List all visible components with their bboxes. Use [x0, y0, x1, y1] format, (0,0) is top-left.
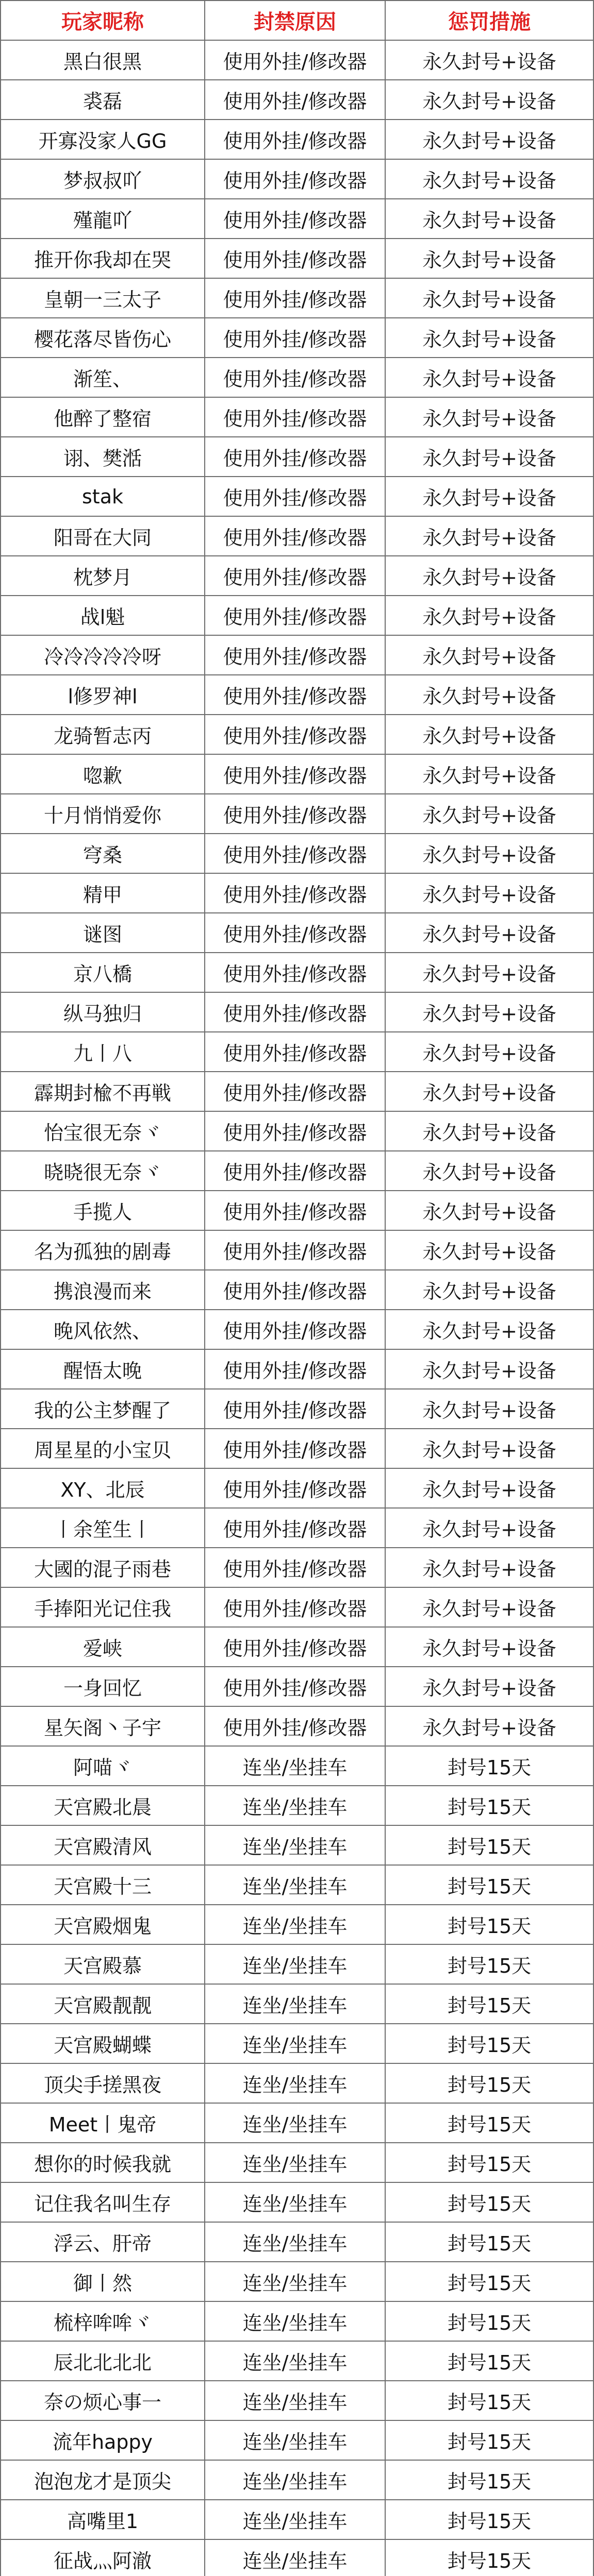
ban-reason-cell: 使用外挂/修改器	[205, 80, 385, 120]
ban-reason-cell: 连坐/坐挂车	[205, 2143, 385, 2182]
player-name-cell: 阿喵ヾ	[1, 1746, 205, 1786]
ban-reason-cell: 使用外挂/修改器	[205, 1627, 385, 1667]
table-row	[1, 2262, 593, 2301]
player-name-cell: 天宫殿慕	[1, 1944, 205, 1984]
ban-reason-cell: 使用外挂/修改器	[205, 873, 385, 913]
player-name-cell: 我的公主梦醒了	[1, 1389, 205, 1429]
ban-reason-cell: 使用外挂/修改器	[205, 278, 385, 318]
ban-reason-cell: 连坐/坐挂车	[205, 2420, 385, 2460]
header-player-name: 玩家昵称	[1, 1, 205, 40]
table-row	[1, 794, 593, 834]
ban-reason-cell: 连坐/坐挂车	[205, 2063, 385, 2103]
table-row	[1, 754, 593, 794]
player-name-cell: 黑白很黑	[1, 40, 205, 80]
table-row	[1, 477, 593, 516]
penalty-cell: 永久封号+设备	[385, 1429, 593, 1468]
ban-reason-cell: 使用外挂/修改器	[205, 596, 385, 635]
player-name-cell: 想你的时候我就	[1, 2143, 205, 2182]
table-row	[1, 2024, 593, 2063]
penalty-cell: 封号15天	[385, 2341, 593, 2381]
penalty-cell: 永久封号+设备	[385, 40, 593, 80]
penalty-cell: 永久封号+设备	[385, 1706, 593, 1746]
player-name-cell: 渐笙、	[1, 358, 205, 397]
table-row	[1, 1786, 593, 1825]
penalty-cell: 永久封号+设备	[385, 1072, 593, 1111]
player-name-cell: Meet丨鬼帝	[1, 2103, 205, 2143]
ban-reason-cell: 使用外挂/修改器	[205, 120, 385, 159]
table-row	[1, 1548, 593, 1587]
ban-reason-cell: 使用外挂/修改器	[205, 1230, 385, 1270]
table-row	[1, 1310, 593, 1349]
ban-reason-cell: 使用外挂/修改器	[205, 1508, 385, 1548]
penalty-cell: 封号15天	[385, 1865, 593, 1905]
penalty-cell: 永久封号+设备	[385, 794, 593, 834]
player-name-cell: 九丨八	[1, 1032, 205, 1072]
penalty-cell: 封号15天	[385, 1905, 593, 1944]
penalty-cell: 封号15天	[385, 1746, 593, 1786]
ban-reason-cell: 连坐/坐挂车	[205, 2024, 385, 2063]
penalty-cell: 永久封号+设备	[385, 1270, 593, 1310]
player-name-cell: 精甲	[1, 873, 205, 913]
table-row	[1, 397, 593, 437]
header-row	[1, 1, 593, 40]
player-name-cell: 御丨然	[1, 2262, 205, 2301]
penalty-cell: 永久封号+设备	[385, 1587, 593, 1627]
penalty-cell: 永久封号+设备	[385, 873, 593, 913]
table-row	[1, 913, 593, 953]
table-row	[1, 834, 593, 873]
penalty-cell: 永久封号+设备	[385, 80, 593, 120]
player-name-cell: 谜图	[1, 913, 205, 953]
table-row	[1, 715, 593, 754]
table-row	[1, 556, 593, 596]
player-name-cell: 樱花落尽皆伤心	[1, 318, 205, 358]
table-row	[1, 1230, 593, 1270]
ban-reason-cell: 使用外挂/修改器	[205, 199, 385, 239]
player-name-cell: 皇朝一三太子	[1, 278, 205, 318]
penalty-cell: 永久封号+设备	[385, 1548, 593, 1587]
penalty-cell: 封号15天	[385, 2500, 593, 2539]
player-name-cell: 开寡没家人GG	[1, 120, 205, 159]
player-name-cell: 冷冷冷冷冷呀	[1, 635, 205, 675]
ban-reason-cell: 使用外挂/修改器	[205, 40, 385, 80]
ban-reason-cell: 使用外挂/修改器	[205, 675, 385, 715]
ban-reason-cell: 连坐/坐挂车	[205, 2103, 385, 2143]
ban-reason-cell: 使用外挂/修改器	[205, 437, 385, 477]
ban-reason-cell: 连坐/坐挂车	[205, 2500, 385, 2539]
table-row	[1, 873, 593, 913]
table-row	[1, 1032, 593, 1072]
player-name-cell: 名为孤独的剧毒	[1, 1230, 205, 1270]
table-row	[1, 1944, 593, 1984]
player-name-cell: 丨余笙生丨	[1, 1508, 205, 1548]
table-row	[1, 278, 593, 318]
player-name-cell: 裘磊	[1, 80, 205, 120]
penalty-cell: 永久封号+设备	[385, 913, 593, 953]
ban-reason-cell: 使用外挂/修改器	[205, 239, 385, 278]
table-row	[1, 159, 593, 199]
player-name-cell: 战l魁	[1, 596, 205, 635]
table-row	[1, 516, 593, 556]
player-name-cell: stak	[1, 477, 205, 516]
penalty-cell: 永久封号+设备	[385, 1151, 593, 1191]
player-name-cell: 奈の烦心事一	[1, 2381, 205, 2420]
penalty-cell: 封号15天	[385, 2024, 593, 2063]
penalty-cell: 永久封号+设备	[385, 1468, 593, 1508]
player-name-cell: 他醉了整宿	[1, 397, 205, 437]
player-name-cell: 阳哥在大同	[1, 516, 205, 556]
penalty-cell: 封号15天	[385, 2222, 593, 2262]
penalty-cell: 封号15天	[385, 2301, 593, 2341]
penalty-cell: 永久封号+设备	[385, 477, 593, 516]
table-row	[1, 1389, 593, 1429]
penalty-cell: 封号15天	[385, 2063, 593, 2103]
table-row	[1, 1111, 593, 1151]
player-name-cell: 枕梦月	[1, 556, 205, 596]
table-row	[1, 1468, 593, 1508]
ban-reason-cell: 连坐/坐挂车	[205, 2381, 385, 2420]
penalty-cell: 封号15天	[385, 1944, 593, 1984]
table-row	[1, 80, 593, 120]
table-row	[1, 1984, 593, 2024]
table-row	[1, 1349, 593, 1389]
player-name-cell: 大國的混子雨巷	[1, 1548, 205, 1587]
table-row	[1, 1627, 593, 1667]
penalty-cell: 封号15天	[385, 2103, 593, 2143]
ban-reason-cell: 使用外挂/修改器	[205, 1706, 385, 1746]
penalty-cell: 封号15天	[385, 1825, 593, 1865]
ban-reason-cell: 使用外挂/修改器	[205, 794, 385, 834]
table-row	[1, 1825, 593, 1865]
ban-reason-cell: 使用外挂/修改器	[205, 1389, 385, 1429]
table-row	[1, 1905, 593, 1944]
ban-reason-cell: 使用外挂/修改器	[205, 635, 385, 675]
player-name-cell: 一身回忆	[1, 1667, 205, 1706]
player-name-cell: 天宫殿十三	[1, 1865, 205, 1905]
penalty-cell: 封号15天	[385, 2420, 593, 2460]
table-row	[1, 1151, 593, 1191]
player-name-cell: 泡泡龙才是顶尖	[1, 2460, 205, 2500]
ban-reason-cell: 连坐/坐挂车	[205, 2301, 385, 2341]
penalty-cell: 封号15天	[385, 1786, 593, 1825]
ban-reason-cell: 使用外挂/修改器	[205, 715, 385, 754]
penalty-cell: 永久封号+设备	[385, 1310, 593, 1349]
ban-reason-cell: 使用外挂/修改器	[205, 1349, 385, 1389]
ban-reason-cell: 使用外挂/修改器	[205, 1468, 385, 1508]
table-row	[1, 358, 593, 397]
header-ban-reason: 封禁原因	[205, 1, 385, 40]
player-name-cell: 星矢阁丶子宇	[1, 1706, 205, 1746]
ban-reason-cell: 使用外挂/修改器	[205, 1310, 385, 1349]
penalty-cell: 永久封号+设备	[385, 1191, 593, 1230]
table-row	[1, 1270, 593, 1310]
table-row	[1, 40, 593, 80]
player-name-cell: 梳梓哞哞ヾ	[1, 2301, 205, 2341]
penalty-cell: 永久封号+设备	[385, 318, 593, 358]
table-row	[1, 1429, 593, 1468]
ban-reason-cell: 连坐/坐挂车	[205, 1944, 385, 1984]
penalty-cell: 封号15天	[385, 2143, 593, 2182]
penalty-cell: 永久封号+设备	[385, 199, 593, 239]
penalty-cell: 永久封号+设备	[385, 1230, 593, 1270]
ban-reason-cell: 使用外挂/修改器	[205, 1032, 385, 1072]
table-row	[1, 2103, 593, 2143]
ban-reason-cell: 使用外挂/修改器	[205, 397, 385, 437]
player-name-cell: 十月悄悄爱你	[1, 794, 205, 834]
penalty-cell: 永久封号+设备	[385, 715, 593, 754]
ban-reason-cell: 使用外挂/修改器	[205, 1667, 385, 1706]
player-name-cell: 纵马独归	[1, 992, 205, 1032]
penalty-cell: 永久封号+设备	[385, 1111, 593, 1151]
penalty-cell: 永久封号+设备	[385, 516, 593, 556]
table-row	[1, 2500, 593, 2539]
penalty-cell: 封号15天	[385, 2262, 593, 2301]
table-row	[1, 2420, 593, 2460]
ban-reason-cell: 连坐/坐挂车	[205, 2222, 385, 2262]
player-name-cell: 辰北北北北	[1, 2341, 205, 2381]
penalty-cell: 封号15天	[385, 2460, 593, 2500]
penalty-cell: 永久封号+设备	[385, 675, 593, 715]
player-name-cell: 殣龍吖	[1, 199, 205, 239]
penalty-cell: 封号15天	[385, 1984, 593, 2024]
ban-reason-cell: 使用外挂/修改器	[205, 516, 385, 556]
penalty-cell: 永久封号+设备	[385, 635, 593, 675]
ban-reason-cell: 连坐/坐挂车	[205, 2262, 385, 2301]
penalty-cell: 永久封号+设备	[385, 1389, 593, 1429]
ban-reason-cell: 连坐/坐挂车	[205, 2182, 385, 2222]
table-row	[1, 675, 593, 715]
ban-reason-cell: 连坐/坐挂车	[205, 1984, 385, 2024]
player-name-cell: 顶尖手搓黑夜	[1, 2063, 205, 2103]
player-name-cell: 天宫殿北晨	[1, 1786, 205, 1825]
player-name-cell: 醒悟太晚	[1, 1349, 205, 1389]
table-row	[1, 1667, 593, 1706]
ban-reason-cell: 使用外挂/修改器	[205, 159, 385, 199]
player-name-cell: 流年happy	[1, 2420, 205, 2460]
ban-reason-cell: 使用外挂/修改器	[205, 1111, 385, 1151]
penalty-cell: 永久封号+设备	[385, 834, 593, 873]
player-name-cell: 梦叔叔吖	[1, 159, 205, 199]
player-name-cell: 天宫殿清风	[1, 1825, 205, 1865]
table-row	[1, 437, 593, 477]
player-name-cell: 诩、樊湉	[1, 437, 205, 477]
ban-reason-cell: 使用外挂/修改器	[205, 1270, 385, 1310]
penalty-cell: 永久封号+设备	[385, 159, 593, 199]
table-row	[1, 992, 593, 1032]
ban-reason-cell: 使用外挂/修改器	[205, 834, 385, 873]
ban-reason-cell: 使用外挂/修改器	[205, 1587, 385, 1627]
player-name-cell: 手捧阳光记住我	[1, 1587, 205, 1627]
player-name-cell: 唿歉	[1, 754, 205, 794]
player-name-cell: 天宫殿蝴蝶	[1, 2024, 205, 2063]
player-name-cell: l修罗神l	[1, 675, 205, 715]
player-name-cell: 推开你我却在哭	[1, 239, 205, 278]
ban-reason-cell: 连坐/坐挂车	[205, 2539, 385, 2576]
penalty-cell: 永久封号+设备	[385, 556, 593, 596]
player-name-cell: 天宫殿烟鬼	[1, 1905, 205, 1944]
table-row	[1, 1706, 593, 1746]
table-row	[1, 2301, 593, 2341]
ban-reason-cell: 使用外挂/修改器	[205, 358, 385, 397]
penalty-cell: 永久封号+设备	[385, 992, 593, 1032]
ban-reason-cell: 使用外挂/修改器	[205, 318, 385, 358]
player-name-cell: 周星星的小宝贝	[1, 1429, 205, 1468]
ban-reason-cell: 使用外挂/修改器	[205, 1548, 385, 1587]
table-row	[1, 2143, 593, 2182]
player-name-cell: 晓晓很无奈ヾ	[1, 1151, 205, 1191]
table-row	[1, 2182, 593, 2222]
ban-reason-cell: 连坐/坐挂车	[205, 2460, 385, 2500]
table-row	[1, 953, 593, 992]
player-name-cell: 征战灬阿澈	[1, 2539, 205, 2576]
table-row	[1, 1587, 593, 1627]
penalty-cell: 永久封号+设备	[385, 754, 593, 794]
penalty-cell: 封号15天	[385, 2182, 593, 2222]
player-name-cell: 龙骑暂志丙	[1, 715, 205, 754]
header-penalty: 惩罚措施	[385, 1, 593, 40]
ban-reason-cell: 连坐/坐挂车	[205, 1786, 385, 1825]
penalty-cell: 永久封号+设备	[385, 1667, 593, 1706]
penalty-cell: 永久封号+设备	[385, 437, 593, 477]
ban-reason-cell: 使用外挂/修改器	[205, 953, 385, 992]
table-row	[1, 2063, 593, 2103]
ban-reason-cell: 使用外挂/修改器	[205, 1191, 385, 1230]
penalty-cell: 永久封号+设备	[385, 120, 593, 159]
table-row	[1, 2460, 593, 2500]
player-name-cell: 手揽人	[1, 1191, 205, 1230]
penalty-cell: 永久封号+设备	[385, 953, 593, 992]
player-name-cell: 高嘴里1	[1, 2500, 205, 2539]
penalty-cell: 封号15天	[385, 2381, 593, 2420]
penalty-cell: 永久封号+设备	[385, 397, 593, 437]
player-name-cell: 携浪漫而来	[1, 1270, 205, 1310]
ban-reason-cell: 连坐/坐挂车	[205, 1905, 385, 1944]
player-name-cell: 天宫殿靓靓	[1, 1984, 205, 2024]
table-row	[1, 1072, 593, 1111]
table-row	[1, 318, 593, 358]
table-row	[1, 199, 593, 239]
ban-reason-cell: 使用外挂/修改器	[205, 556, 385, 596]
table-row	[1, 1746, 593, 1786]
player-name-cell: 爱峡	[1, 1627, 205, 1667]
ban-reason-cell: 使用外挂/修改器	[205, 1151, 385, 1191]
penalty-cell: 封号15天	[385, 2539, 593, 2576]
penalty-cell: 永久封号+设备	[385, 1349, 593, 1389]
player-name-cell: 晚风依然、	[1, 1310, 205, 1349]
table-row	[1, 596, 593, 635]
penalty-cell: 永久封号+设备	[385, 358, 593, 397]
ban-reason-cell: 使用外挂/修改器	[205, 754, 385, 794]
player-name-cell: 霹期封楡不再戦	[1, 1072, 205, 1111]
ban-reason-cell: 连坐/坐挂车	[205, 1865, 385, 1905]
ban-reason-cell: 使用外挂/修改器	[205, 477, 385, 516]
ban-reason-cell: 使用外挂/修改器	[205, 992, 385, 1032]
table-row	[1, 120, 593, 159]
ban-reason-cell: 使用外挂/修改器	[205, 913, 385, 953]
player-name-cell: 京八橋	[1, 953, 205, 992]
player-name-cell: 记住我名叫生存	[1, 2182, 205, 2222]
table-row	[1, 635, 593, 675]
ban-reason-cell: 使用外挂/修改器	[205, 1429, 385, 1468]
ban-reason-cell: 使用外挂/修改器	[205, 1072, 385, 1111]
player-name-cell: XY、北辰	[1, 1468, 205, 1508]
table-row	[1, 1508, 593, 1548]
penalty-cell: 永久封号+设备	[385, 1508, 593, 1548]
player-name-cell: 穹桑	[1, 834, 205, 873]
penalty-cell: 永久封号+设备	[385, 1032, 593, 1072]
table-row	[1, 2539, 593, 2576]
penalty-cell: 永久封号+设备	[385, 239, 593, 278]
penalty-cell: 永久封号+设备	[385, 1627, 593, 1667]
ban-reason-cell: 连坐/坐挂车	[205, 2341, 385, 2381]
table-row	[1, 2341, 593, 2381]
player-name-cell: 浮云、肝帝	[1, 2222, 205, 2262]
ban-reason-cell: 连坐/坐挂车	[205, 1746, 385, 1786]
penalty-cell: 永久封号+设备	[385, 278, 593, 318]
table-row	[1, 2381, 593, 2420]
table-row	[1, 1865, 593, 1905]
ban-reason-cell: 连坐/坐挂车	[205, 1825, 385, 1865]
table-row	[1, 2222, 593, 2262]
player-name-cell: 怡宝很无奈ヾ	[1, 1111, 205, 1151]
table-row	[1, 1191, 593, 1230]
table-row	[1, 239, 593, 278]
penalty-cell: 永久封号+设备	[385, 596, 593, 635]
